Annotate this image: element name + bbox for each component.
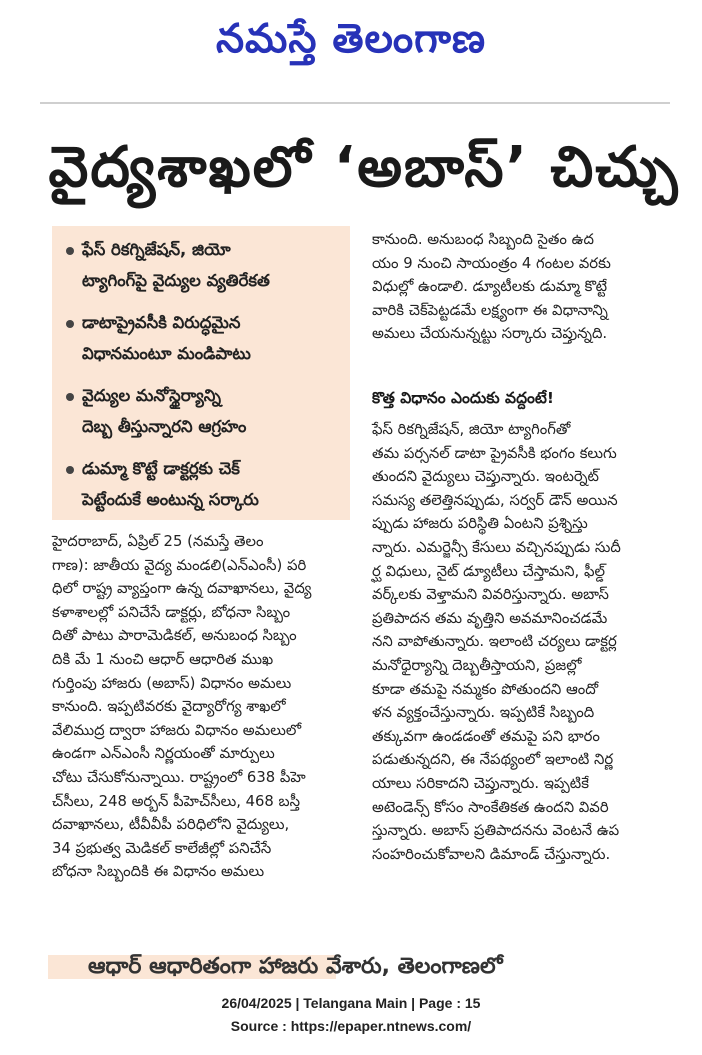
highlight-item <box>52 307 350 373</box>
next-article-heading-fragment <box>48 954 503 979</box>
body-text-line: కానుంది. ఇప్పటివరకు వైద్యారోగ్య శాఖలో <box>52 698 286 716</box>
body-text-line: చ్‌సీలు, 248 అర్బన్ పీహెచ్‌సీలు, 468 బస్తీ <box>52 792 301 810</box>
body-text-line: వేలిముద్ర ద్వారా హాజరు విధానం అమలులో <box>52 721 302 739</box>
highlight-item <box>52 380 350 446</box>
highlight-line: ట్యాగింగ్‌పై వైద్యుల వ్యతిరేకత <box>82 271 270 290</box>
masthead-divider <box>40 102 670 104</box>
bullet-dot-icon <box>66 466 74 474</box>
body-text-line: వర్క్‌లకు వెళ్తామని వివరిస్తున్నారు. అబాస్ <box>372 586 609 604</box>
footer-source-link[interactable]: Source : https://epaper.ntnews.com/ <box>230 1018 472 1034</box>
highlight-line: విధానమంటూ మండిపాటు <box>82 344 251 363</box>
bullet-dot-icon <box>66 247 74 255</box>
next-article-heading-text: ఆధార్ ఆధారితంగా హాజరు వేశారు, తెలంగాణలో <box>88 954 503 979</box>
right-column-top <box>372 228 672 346</box>
body-text-line: స్తున్నారు. అబాస్ ప్రతిపాదనను వెంటనే ఉప <box>372 822 620 840</box>
subheading: కొత్త విధానం ఎందుకు వద్దంటే! <box>372 389 554 407</box>
highlights-box <box>52 226 350 520</box>
body-text-line: 34 ప్రభుత్వ మెడికల్ కాలేజీల్లో పనిచేసే <box>52 839 272 857</box>
body-text-line: నని వాపోతున్నారు. ఇలాంటి చర్యలు డాక్టర్ల <box>372 633 617 651</box>
body-text-line: ధిలో రాష్ట్ర వ్యాప్తంగా ఉన్న దవాఖానలు, వైద్య <box>52 580 312 598</box>
body-text-line: ఫేస్ రికగ్నిజేషన్, జియో ట్యాగింగ్‌తో <box>372 421 571 438</box>
body-text-line: అమలు చేయనున్నట్టు సర్కారు చెప్తున్నది. <box>372 325 608 343</box>
body-text-line: కానుంది. అనుబంధ సిబ్బంది సైతం ఉద <box>372 231 594 248</box>
highlight-item <box>52 234 350 300</box>
highlight-line: పెట్టేందుకే అంటున్న సర్కారు <box>82 490 259 509</box>
body-text-line: వారికి చెక్‌పెట్టడమే లక్ష్యంగా ఈ విధానాన్ని <box>372 301 608 319</box>
body-text-line: బోధనా సిబ్బందికి ఈ విధానం అమలు <box>52 863 265 881</box>
body-text-line: తుందని వైద్యులు చెప్తున్నారు. ఇంటర్నెట్ <box>372 468 599 486</box>
body-text-line: విధుల్లో ఉండాలి. డ్యూటీలకు డుమ్మా కొట్టే <box>372 278 608 296</box>
body-text-line: చోటు చేసుకోనున్నాయి. రాష్ట్రంలో 638 పీహె <box>52 768 306 786</box>
body-text-line: దవాఖానలు, టీవీవీపీ పరిధిలోని వైద్యులు, <box>52 816 290 834</box>
body-text-line: ఉండగా ఎన్‌ఎంసీ నిర్ణయంతో మార్పులు <box>52 745 275 763</box>
body-text-line: గాణ): జాతీయ వైద్య మండలి(ఎన్‌ఎంసీ) పరి <box>52 556 307 574</box>
bullet-dot-icon <box>66 393 74 401</box>
body-text-line: ళన వ్యక్తంచేస్తున్నారు. ఇప్పటికే సిబ్బంది <box>372 704 595 722</box>
body-text-line: అటెండెన్స్ కోసం సాంకేతికత ఉందని వివరి <box>372 798 609 816</box>
highlight-line: డాటాప్రైవసీకి విరుద్ధమైన <box>82 313 241 332</box>
highlight-item <box>52 453 350 519</box>
bullet-dot-icon <box>66 320 74 328</box>
footer-date-edition: 26/04/2025 | Telangana Main | Page : 15 <box>221 995 481 1011</box>
body-text-line: దికి మే 1 నుంచి ఆధార్ ఆధారిత ముఖ <box>52 650 274 668</box>
body-text-line: యాలు సరికాదని చెప్తున్నారు. ఇప్పటికే <box>372 774 589 792</box>
body-text-line: సమస్య తలెత్తినప్పుడు, సర్వర్ డౌన్ అయిన <box>372 491 618 509</box>
article-headline: వైద్యశాఖలో ‘అబాస్’ చిచ్చు <box>48 135 680 200</box>
body-text-line: సంహరించుకోవాలని డిమాండ్ చేస్తున్నారు. <box>372 845 611 863</box>
highlight-line: ఫేస్ రికగ్నిజేషన్, జియో <box>82 240 231 259</box>
highlight-line: వైద్యుల మనోస్థైర్యాన్ని <box>82 386 221 405</box>
body-text-line: న్నారు. ఎమర్జెన్సీ కేసులు వచ్చినప్పుడు సుదీ <box>372 538 621 556</box>
body-text-line: తమ పర్సనల్ డాటా ప్రైవసీకి భంగం కలుగు <box>372 444 617 462</box>
right-column-bottom <box>372 418 672 866</box>
highlight-line: దెబ్బ తీస్తున్నారని ఆగ్రహం <box>82 417 247 436</box>
body-text-line: కళాశాలల్లో పనిచేసే డాక్టర్లు, బోధనా సిబ్బం <box>52 603 291 621</box>
masthead-logo: నమస్తే తెలంగాణ <box>215 15 487 62</box>
body-text-line: పడుతున్నదని, ఈ నేపథ్యంలో ఇలాంటి నిర్ణ <box>372 751 614 769</box>
body-text-line: మనోధైర్యాన్ని దెబ్బతీస్తాయని, ప్రజల్లో <box>372 656 582 674</box>
body-text-line: దితో పాటు పారామెడికల్, అనుబంధ సిబ్బం <box>52 627 297 645</box>
body-text-line: తక్కువగా ఉండడంతో తమపై పని భారం <box>372 727 600 745</box>
body-text-line: ప్రతిపాదన తమ వృత్తిని అవమానించడమే <box>372 609 608 627</box>
body-text-line: గుర్తింపు హాజరు (అబాస్) విధానం అమలు <box>52 674 292 692</box>
highlight-line: డుమ్మా కొట్టే డాక్టర్లకు చెక్ <box>82 459 240 478</box>
body-text-line: ర్ఘ విధులు, నైట్ డ్యూటీలు చేస్తామని, ఫీల్డ్ <box>372 562 605 580</box>
left-column <box>52 530 346 884</box>
body-text-line: హైదరాబాద్, ఏప్రిల్ 25 (నమస్తే తెలం <box>52 533 264 550</box>
body-text-line: ప్పుడు హాజరు పరిస్థితి ఏంటని ప్రశ్నిస్తు <box>372 515 588 533</box>
body-text-line: కూడా తమపై నమ్మకం పోతుందని ఆందో <box>372 680 599 698</box>
body-text-line: యం 9 నుంచి సాయంత్రం 4 గంటల వరకు <box>372 254 611 272</box>
